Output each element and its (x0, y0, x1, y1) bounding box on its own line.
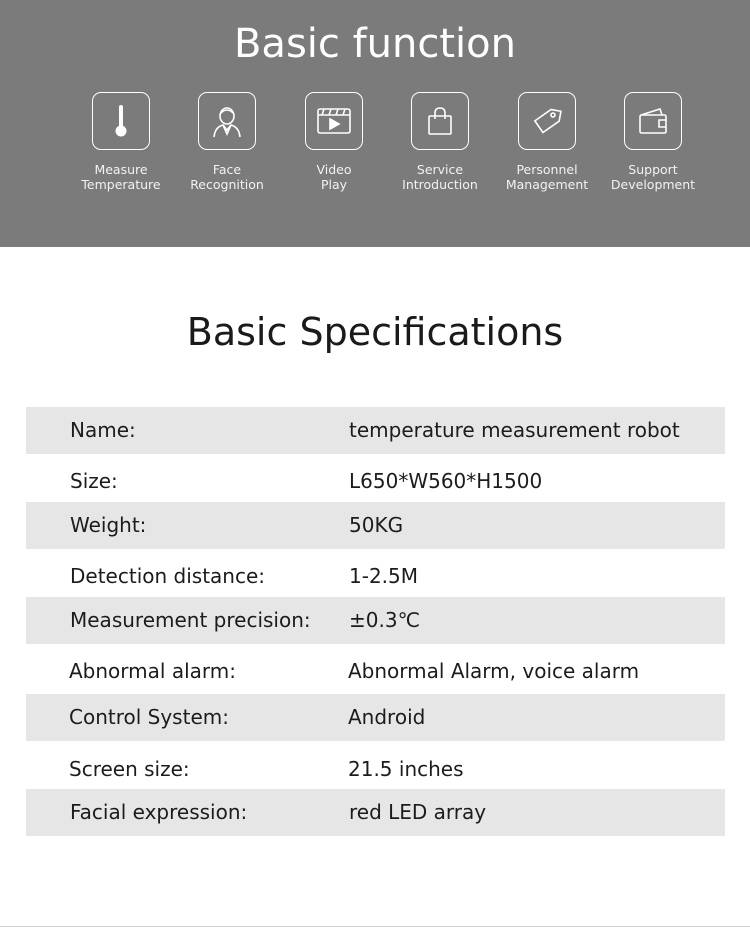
function-label: Measure Temperature (81, 162, 161, 192)
spec-value: red LED array (349, 800, 487, 824)
specs-title: Basic Specifications (186, 310, 564, 354)
spec-key: Name: (70, 418, 136, 442)
function-label: Support Development (610, 162, 696, 192)
spec-key: Weight: (70, 513, 147, 537)
banner-title: Basic function (233, 21, 516, 67)
spec-row (26, 458, 725, 505)
function-label: Personnel Management (505, 162, 589, 192)
spec-value: 21.5 inches (348, 757, 464, 781)
spec-key: Facial expression: (70, 800, 248, 824)
spec-row (26, 553, 725, 600)
wallet-icon (624, 92, 682, 150)
spec-row (26, 502, 725, 549)
spec-value: Abnormal Alarm, voice alarm (348, 659, 640, 683)
function-label: Service Introduction (402, 162, 478, 192)
function-banner (0, 0, 750, 247)
spec-key: Control System: (69, 705, 229, 729)
spec-row (26, 407, 725, 454)
spec-key: Screen size: (69, 757, 190, 781)
spec-row (26, 648, 725, 695)
bottom-divider (0, 926, 750, 927)
function-item-measure-temperature (61, 92, 181, 192)
spec-row (26, 789, 725, 836)
spec-key: Measurement precision: (70, 608, 311, 632)
shopping-bag-icon (411, 92, 469, 150)
spec-value: L650*W560*H1500 (349, 469, 543, 493)
video-play-icon (305, 92, 363, 150)
spec-value: 1-2.5M (349, 564, 419, 588)
function-label: Face Recognition (190, 162, 264, 192)
spec-value: 50KG (349, 513, 404, 537)
function-item-video-play (274, 92, 394, 192)
function-item-personnel-management (487, 92, 607, 192)
function-item-service-introduction (380, 92, 500, 192)
function-item-support-development (593, 92, 713, 192)
tag-icon (518, 92, 576, 150)
spec-key: Size: (70, 469, 118, 493)
spec-row (26, 694, 725, 741)
spec-row (26, 597, 725, 644)
spec-value: temperature measurement robot (349, 418, 680, 442)
face-person-icon (198, 92, 256, 150)
spec-row (26, 746, 725, 793)
spec-key: Detection distance: (70, 564, 265, 588)
spec-value: Android (348, 705, 426, 729)
function-item-face-recognition (167, 92, 287, 192)
spec-value: ±0.3℃ (349, 608, 421, 632)
spec-key: Abnormal alarm: (69, 659, 236, 683)
function-label: Video Play (316, 162, 352, 192)
thermometer-icon (92, 92, 150, 150)
